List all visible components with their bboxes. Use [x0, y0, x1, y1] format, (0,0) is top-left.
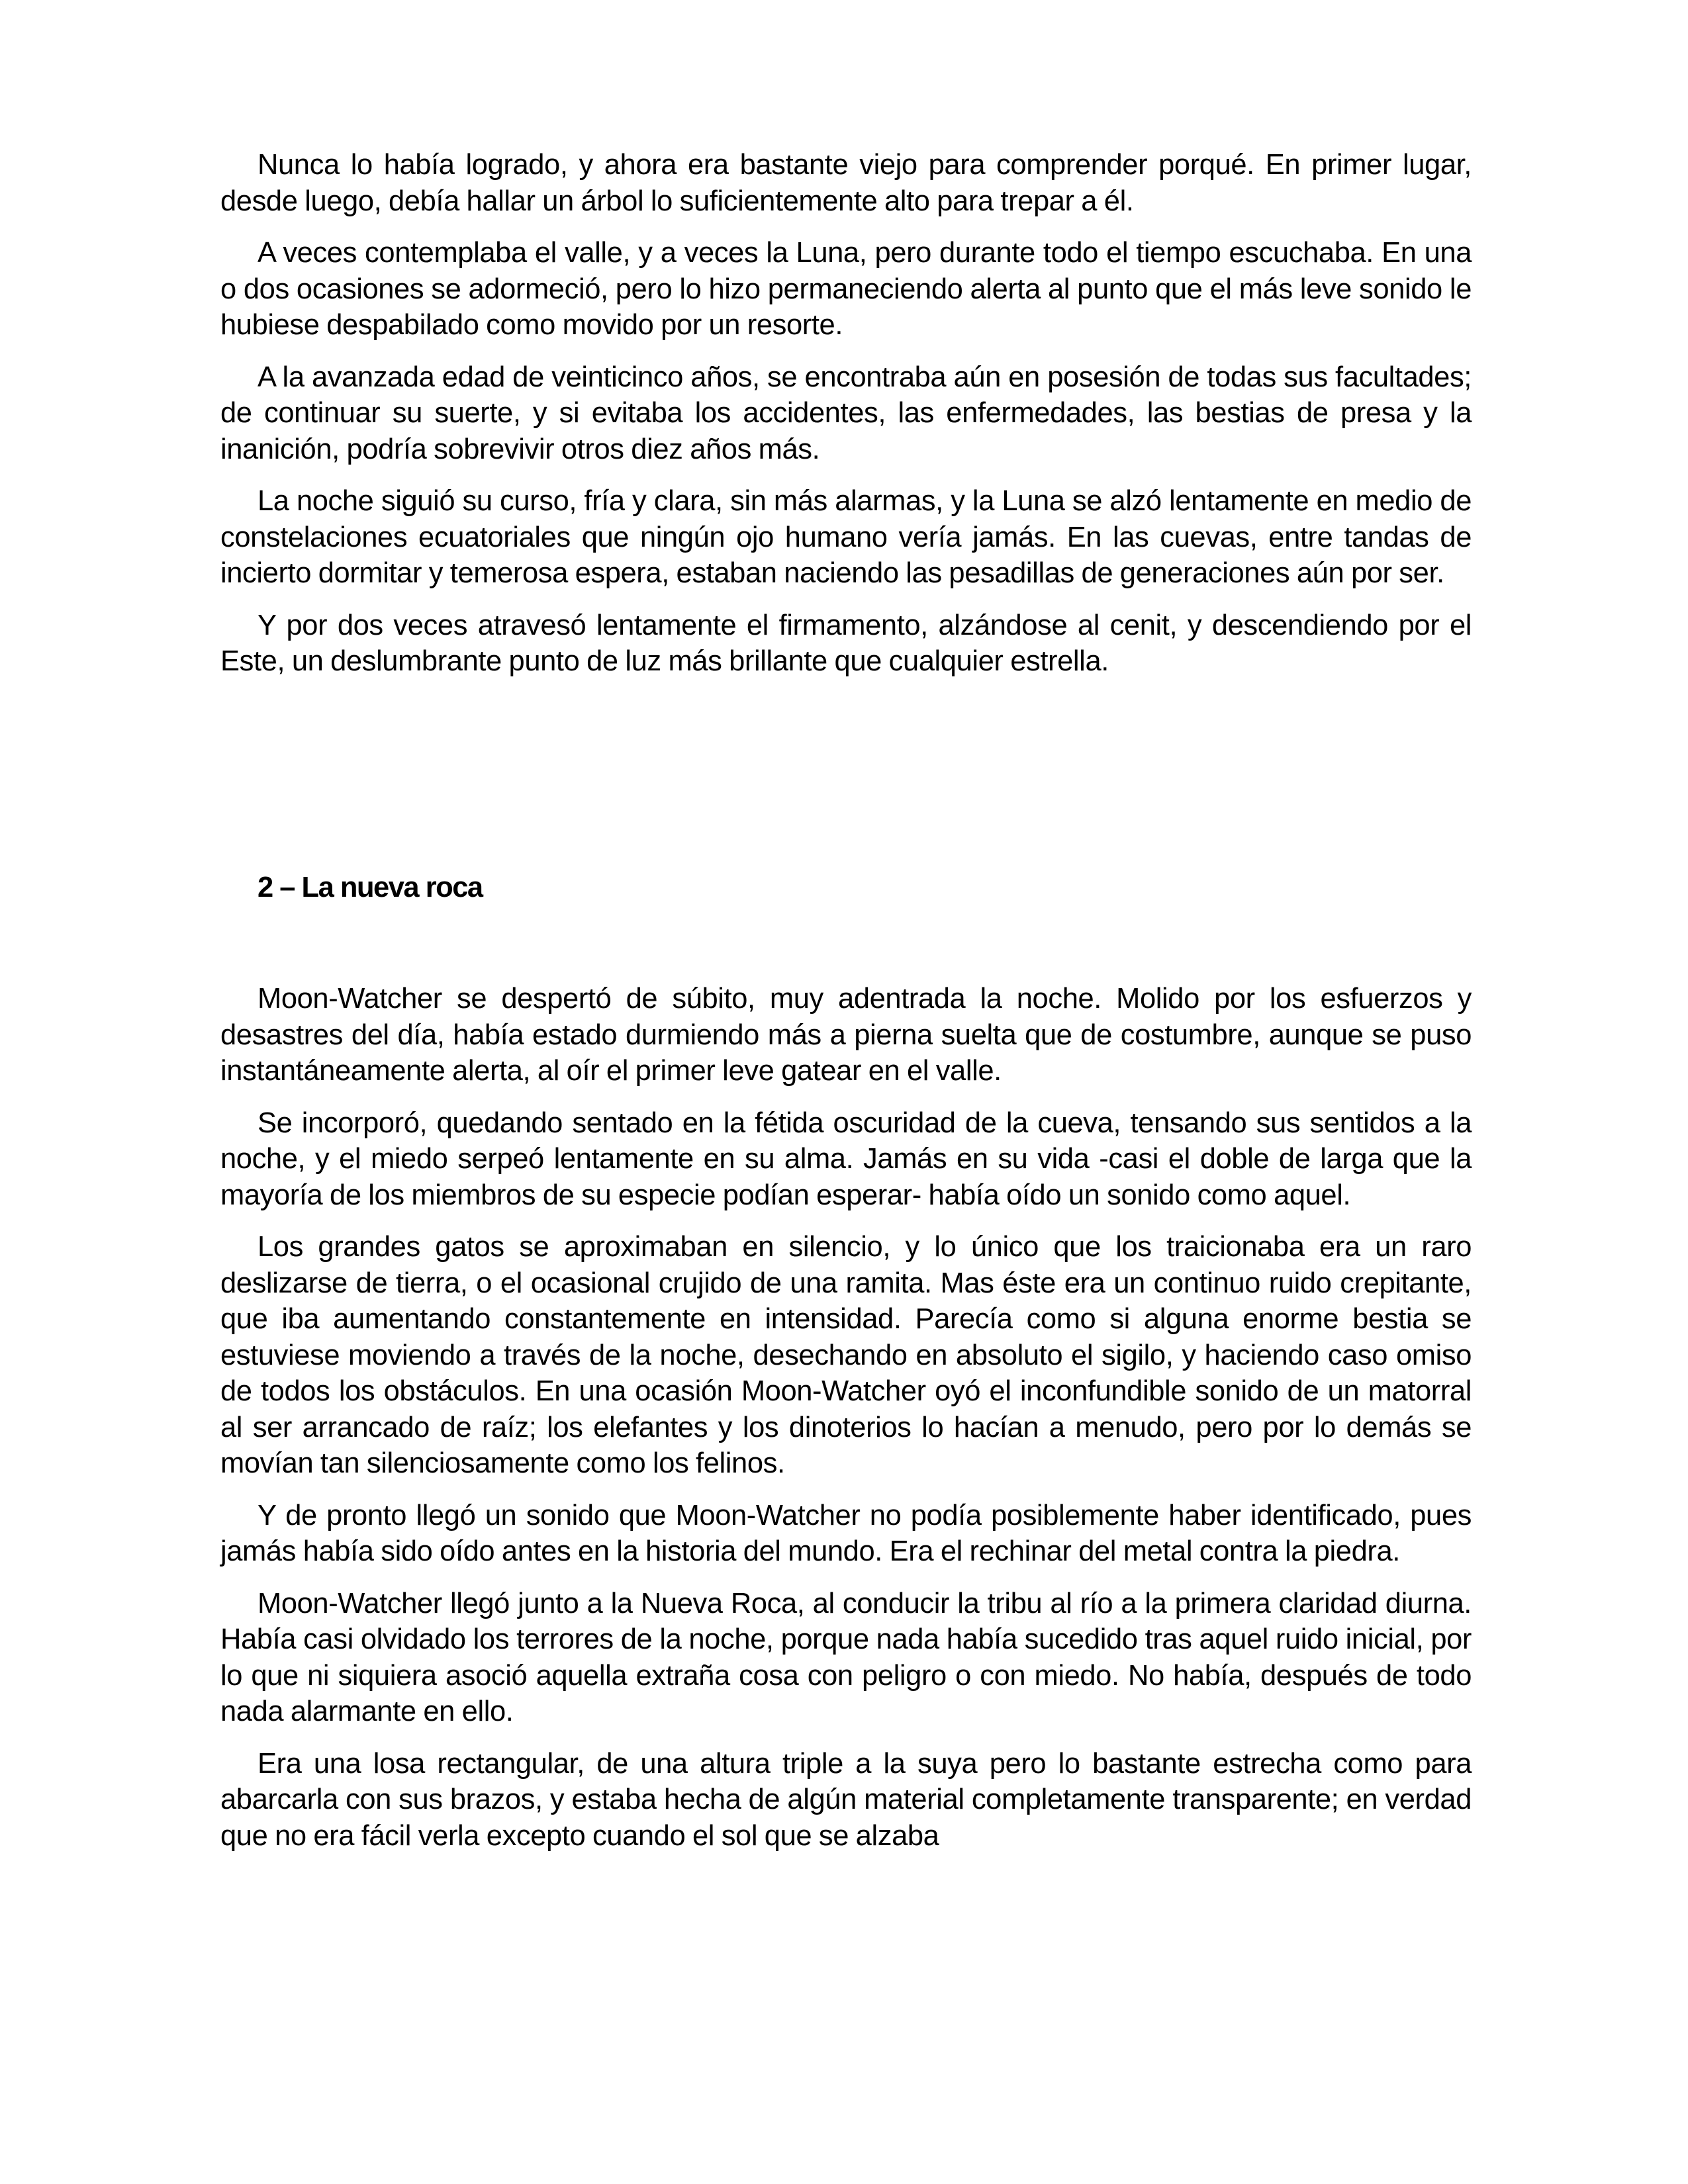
paragraph: Los grandes gatos se aproximaban en silencio, y lo único que los traicionaba era un raro deslizarse de tierra, o el ocasional crujido de una ramita. Mas éste era un continuo ruido crepitante, que iba aumentando constantemente en intensidad. Parecía como si alguna enorme bestia se estuviese moviendo a través de la noche, desechando en absoluto el sigilo, y haciendo caso omiso de todos los obstáculos. En una ocasión Moon-Watcher oyó el inconfundible sonido de un matorral al ser arrancado de raíz; los elefantes y los dinoterios lo hacían a menudo, pero por lo demás se movían tan silenciosamente como los felinos. [220, 1231, 1472, 1479]
paragraph: Y por dos veces atravesó lentamente el firmamento, alzándose al cenit, y descendiendo por el Este, un deslumbrante punto de luz más brillante que cualquier estrella. [220, 609, 1472, 677]
paragraph: Nunca lo había logrado, y ahora era bastante viejo para comprender porqué. En primer lugar, desde luego, debía hallar un árbol lo suficientemente alto para trepar a él. [220, 149, 1472, 217]
paragraph: Moon-Watcher llegó junto a la Nueva Roca, al conducir la tribu al río a la primera claridad diurna. Había casi olvidado los terrores de la noche, porque nada había sucedido tras aquel ruido inicial, por lo que ni siquiera asoció aquella extraña cosa con peligro o con miedo. No había, después de todo nada alarmante en ello. [220, 1587, 1472, 1727]
paragraph: Y de pronto llegó un sonido que Moon-Watcher no podía posiblemente haber identificado, pues jamás había sido oído antes en la historia del mundo. Era el rechinar del metal contra la piedra. [220, 1499, 1472, 1567]
paragraph: Se incorporó, quedando sentado en la fétida oscuridad de la cueva, tensando sus sentidos a la noche, y el miedo serpeó lentamente en su alma. Jamás en su vida -casi el doble de larga que la mayoría de los miembros de su especie podían esperar- había oído un sonido como aquel. [220, 1107, 1472, 1211]
paragraph: A veces contemplaba el valle, y a veces la Luna, pero durante todo el tiempo escuchaba. En una o dos ocasiones se adormeció, pero lo hizo permaneciendo alerta al punto que el más leve sonido le hubiese despabilado como movido por un resorte. [220, 237, 1472, 341]
section-heading: 2 – La nueva roca [258, 872, 483, 903]
paragraph: Era una losa rectangular, de una altura triple a la suya pero lo bastante estrecha como para abarcarla con sus brazos, y estaba hecha de algún material completamente transparente; en verdad que no era fácil verla excepto cuando el sol que se alzaba [220, 1747, 1472, 1852]
paragraph: La noche siguió su curso, fría y clara, sin más alarmas, y la Luna se alzó lentamente en medio de constelaciones ecuatoriales que ningún ojo humano vería jamás. En las cuevas, entre tandas de incierto dormitar y temerosa espera, estaban naciendo las pesadillas de generaciones aún por ser. [220, 485, 1472, 589]
chapter-end-text [220, 147, 1472, 696]
paragraph: Moon-Watcher se despertó de súbito, muy adentrada la noche. Molido por los esfuerzos y desastres del día, había estado durmiendo más a pierna suelta que de costumbre, aunque se puso instantáneamente alerta, al oír el primer leve gatear en el valle. [220, 983, 1472, 1087]
paragraph: A la avanzada edad de veinticinco años, se encontraba aún en posesión de todas sus facultades; de continuar su suerte, y si evitaba los accidentes, las enfermedades, las bestias de presa y la inanición, podría sobrevivir otros diez años más. [220, 361, 1472, 465]
section-body-text [220, 981, 1472, 1870]
